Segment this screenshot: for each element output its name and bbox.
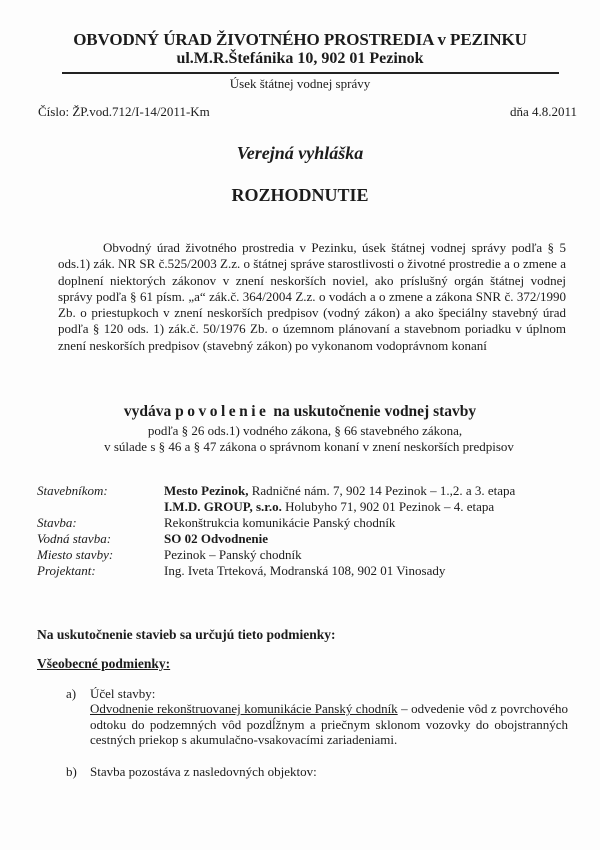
header-divider [62,72,559,74]
condition-a-title: Účel stavby: [90,686,156,701]
permit-suffix: na uskutočnenie vodnej stavby [269,403,477,420]
condition-a-marker: a) [66,686,77,701]
builder-label: Stavebníkom: [37,483,108,498]
permit-legal-basis-1: podľa § 26 ods.1) vodného zákona, § 66 stavebného zákona, [147,423,463,438]
office-address: ul.M.R.Štefánika 10, 902 01 Pezinok [176,50,424,67]
water-construction-value: SO 02 Odvodnenie [164,531,269,546]
builder-2 [164,499,494,515]
designer-label: Projektant: [37,563,96,578]
builder-2-name: I.M.D. GROUP, s.r.o. [164,499,282,514]
condition-a-description: – odvedenie vôd z povrchového odtoku do podzemných vôd pozdĺžnym a priečnym sklonom vozovky do obojstranných cestných priekop s akumulačno-vsakovacími zariadeniami. [90,701,568,747]
permit-keyword: povolenie [175,403,270,420]
permit-legal-basis-2: v súlade s § 46 a § 47 zákona o správnom konaní v znení neskorších predpisov [104,439,514,454]
office-name: OBVODNÝ ÚRAD ŽIVOTNÉHO PROSTREDIA v PEZINKU [73,30,527,49]
condition-a-body [90,701,568,748]
builder-1-address: Radničné nám. 7, 902 14 Pezinok – 1.,2. a 3. etapa [248,483,516,498]
document-date: dňa 4.8.2011 [510,104,578,119]
water-construction-label: Vodná stavba: [37,531,112,546]
general-conditions-heading: Všeobecné podmienky: [37,656,171,671]
intro-paragraph [58,240,566,354]
permit-heading [0,403,600,421]
decision-title: ROZHODNUTIE [231,185,369,205]
builder-1 [164,483,515,499]
notice-title: Verejná vyhláška [236,143,364,163]
designer-value: Ing. Iveta Trteková, Modranská 108, 902 01 Vinosady [164,563,446,578]
location-label: Miesto stavby: [37,547,114,562]
location-value: Pezinok – Panský chodník [164,547,302,562]
department-name: Úsek štátnej vodnej správy [229,76,371,91]
condition-b-marker: b) [66,764,77,779]
construction-label: Stavba: [37,515,77,530]
intro-paragraph-text: Obvodný úrad životného prostredia v Pezinku, úsek štátnej vodnej správy podľa § 5 ods.1) zák. NR SR č.525/2003 Z.z. o štátnej správe starostlivosti o životné prostredie a o zmene a doplnení niektorých zákonov v znení neskorších noviel, ako príslušný orgán štátnej vodnej správy podľa § 61 písm. „a“ zák.č. 364/2004 Z.z. o vodách a o zmene a zákona SNR č. 372/1990 Zb. o priestupkoch v znení neskorších predpisov (vodný zákon) a ako špeciálny stavebný úrad podľa § 120 ods. 1) zák.č. 50/1976 Zb. o územnom plánovaní a stavebnom poriadku v úplnom znení neskorších predpisov (stavebný zákon) po vykonanom vodoprávnom konaní [58,240,566,353]
conditions-heading: Na uskutočnenie stavieb sa určujú tieto podmienky: [37,627,336,642]
builder-2-address: Holubyho 71, 902 01 Pezinok – 4. etapa [281,499,495,514]
condition-a-purpose: Odvodnenie rekonštruovanej komunikácie Panský chodník [90,701,398,716]
permit-prefix: vydáva [123,403,176,420]
condition-b-title: Stavba pozostáva z nasledovných objektov: [90,764,317,779]
builder-1-name: Mesto Pezinok, [164,483,249,498]
construction-value: Rekonštrukcia komunikácie Panský chodník [164,515,396,530]
reference-number: Číslo: ŽP.vod.712/I-14/2011-Km [38,104,210,119]
